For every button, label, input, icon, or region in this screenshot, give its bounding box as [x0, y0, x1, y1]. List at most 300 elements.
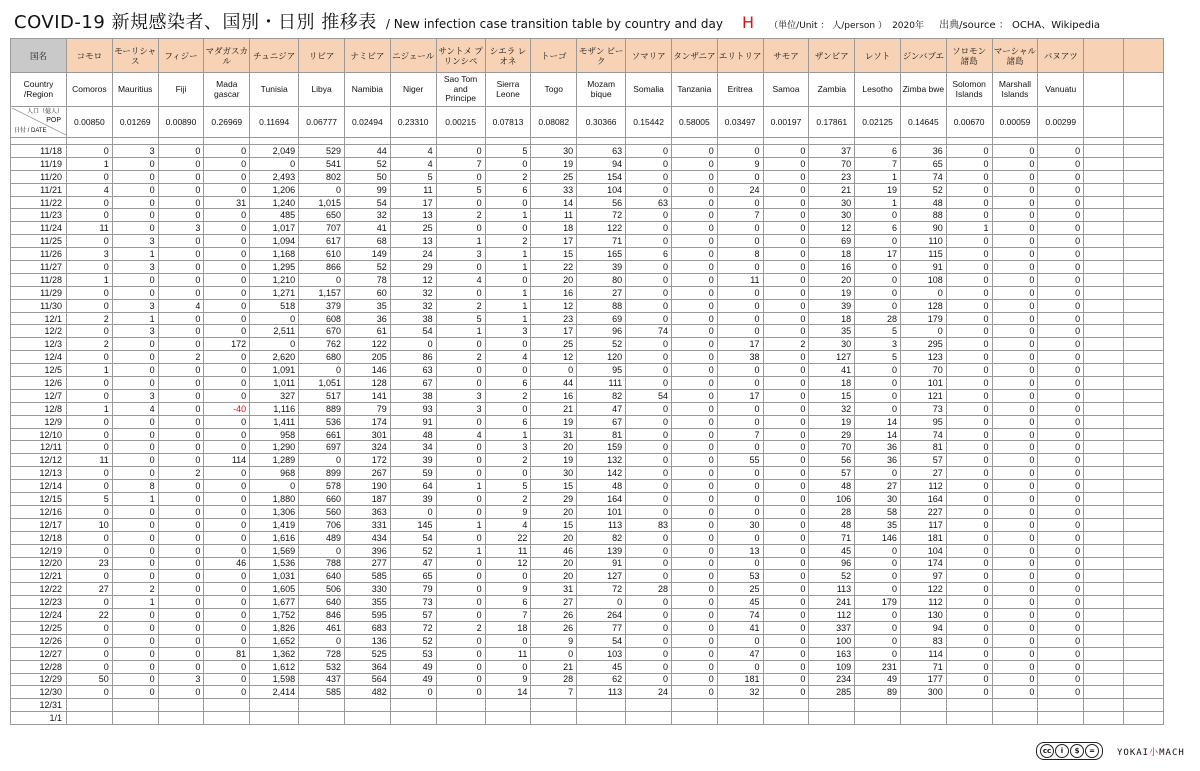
case-count-cell: 595 [344, 609, 390, 622]
blank-cell [1084, 686, 1124, 699]
case-count-cell: 0 [626, 235, 672, 248]
case-count-cell: 1 [436, 518, 485, 531]
case-count-cell: 3 [67, 248, 113, 261]
case-count-cell: 379 [299, 299, 345, 312]
table-row [11, 299, 1164, 312]
case-count-cell: 3 [112, 235, 158, 248]
case-count-cell: 1,210 [250, 273, 299, 286]
spacer-row [11, 138, 1164, 145]
case-count-cell: 0 [204, 157, 250, 170]
case-count-cell: 2,049 [250, 145, 299, 158]
table-row [11, 196, 1164, 209]
case-count-cell: 0 [992, 196, 1038, 209]
case-count-cell: 0 [1038, 493, 1084, 506]
population-value: 0.00215 [436, 107, 485, 138]
case-count-cell: 788 [299, 557, 345, 570]
case-count-cell: 0 [671, 544, 717, 557]
spacer-cell [299, 138, 345, 145]
case-count-cell: 0 [946, 518, 992, 531]
case-count-cell: 104 [900, 544, 946, 557]
case-count-cell: 0 [67, 235, 113, 248]
case-count-cell [250, 699, 299, 712]
case-count-cell: 101 [900, 377, 946, 390]
case-count-cell: 4 [436, 428, 485, 441]
case-count-cell: 27 [900, 467, 946, 480]
blank-cell [1084, 505, 1124, 518]
case-count-cell: 3 [436, 248, 485, 261]
case-count-cell: 0 [1038, 441, 1084, 454]
case-count-cell: 0 [717, 222, 763, 235]
table-row [11, 377, 1164, 390]
case-count-cell: 54 [390, 531, 436, 544]
country-name-jp: フィジー [158, 39, 204, 73]
case-count-cell: 104 [577, 183, 626, 196]
case-count-cell: 0 [946, 647, 992, 660]
case-count-cell: 0 [204, 596, 250, 609]
spacer-cell [855, 138, 901, 145]
case-count-cell: 0 [204, 183, 250, 196]
case-count-cell: 0 [763, 222, 809, 235]
case-count-cell: 802 [299, 170, 345, 183]
case-count-cell: 564 [344, 673, 390, 686]
case-count-cell: 1 [112, 312, 158, 325]
case-count-cell: 0 [626, 273, 672, 286]
case-count-cell: 12 [531, 299, 577, 312]
case-count-cell: 50 [67, 673, 113, 686]
case-count-cell: 56 [809, 454, 855, 467]
case-count-cell: 0 [1038, 235, 1084, 248]
case-count-cell: 0 [992, 518, 1038, 531]
case-count-cell: 88 [577, 299, 626, 312]
case-count-cell: 37 [809, 145, 855, 158]
case-count-cell: 661 [299, 428, 345, 441]
case-count-cell: 0 [992, 389, 1038, 402]
case-count-cell: 113 [577, 686, 626, 699]
country-name-en: Mauritius [112, 73, 158, 107]
case-count-cell: 0 [250, 480, 299, 493]
case-count-cell: 0 [390, 686, 436, 699]
case-count-cell: 0 [855, 402, 901, 415]
case-count-cell: 327 [250, 389, 299, 402]
case-count-cell: 0 [671, 660, 717, 673]
table-row [11, 364, 1164, 377]
case-count-cell: 0 [204, 261, 250, 274]
case-count-cell: 2 [436, 621, 485, 634]
case-count-cell: 0 [158, 145, 204, 158]
case-count-cell: 0 [67, 325, 113, 338]
case-count-cell: 97 [900, 570, 946, 583]
case-count-cell: 0 [626, 493, 672, 506]
case-count-cell: 0 [946, 570, 992, 583]
case-count-cell: 0 [158, 312, 204, 325]
case-count-cell: 1,598 [250, 673, 299, 686]
case-count-cell: 1 [485, 312, 531, 325]
date-cell: 12/15 [11, 493, 67, 506]
blank-cell [1124, 467, 1164, 480]
table-row [11, 273, 1164, 286]
case-count-cell: 585 [299, 686, 345, 699]
case-count-cell: 9 [717, 157, 763, 170]
case-count-cell: 24 [717, 183, 763, 196]
case-count-cell: 95 [577, 364, 626, 377]
case-count-cell: 0 [112, 377, 158, 390]
case-count-cell: 67 [390, 377, 436, 390]
cc-icon: cc [1040, 744, 1054, 758]
case-count-cell: 78 [344, 273, 390, 286]
case-count-cell: 96 [809, 557, 855, 570]
case-count-cell [992, 699, 1038, 712]
case-count-cell: 0 [671, 518, 717, 531]
case-count-cell: 0 [204, 415, 250, 428]
case-count-cell: 2,493 [250, 170, 299, 183]
case-count-cell: 0 [626, 145, 672, 158]
table-row [11, 712, 1164, 725]
case-count-cell: 0 [855, 634, 901, 647]
blank-cell [1084, 583, 1124, 596]
case-count-cell: 0 [763, 157, 809, 170]
case-count-cell: 0 [1038, 634, 1084, 647]
case-count-cell: 0 [946, 145, 992, 158]
case-count-cell: 0 [763, 673, 809, 686]
date-cell: 12/8 [11, 402, 67, 415]
case-count-cell: 17 [717, 389, 763, 402]
case-count-cell: 41 [344, 222, 390, 235]
case-count-cell: 54 [390, 325, 436, 338]
case-count-cell: 0 [436, 196, 485, 209]
case-count-cell: 35 [855, 518, 901, 531]
case-count-cell: 301 [344, 428, 390, 441]
case-count-cell: 0 [204, 660, 250, 673]
case-count-cell: 14 [485, 686, 531, 699]
case-count-cell: 53 [717, 570, 763, 583]
case-count-cell: 4 [390, 145, 436, 158]
case-count-cell: 0 [992, 621, 1038, 634]
case-count-cell: 0 [626, 222, 672, 235]
case-count-cell: 0 [204, 312, 250, 325]
case-count-cell: 0 [67, 621, 113, 634]
case-count-cell: 324 [344, 441, 390, 454]
case-count-cell: 0 [992, 480, 1038, 493]
blank-cell [1084, 467, 1124, 480]
case-count-cell: 13 [390, 209, 436, 222]
case-count-cell: 27 [531, 596, 577, 609]
case-count-cell: 0 [436, 222, 485, 235]
population-value: 0.15442 [626, 107, 672, 138]
table-row [11, 634, 1164, 647]
population-value: 0.26969 [204, 107, 250, 138]
blank-cell [1124, 351, 1164, 364]
case-count-cell: 541 [299, 157, 345, 170]
case-count-cell: 0 [299, 454, 345, 467]
case-count-cell: 0 [204, 531, 250, 544]
country-name-jp: タンザニア [671, 39, 717, 73]
case-count-cell: 0 [112, 428, 158, 441]
case-count-cell: 54 [626, 389, 672, 402]
case-count-cell: 264 [577, 609, 626, 622]
case-count-cell: 0 [763, 454, 809, 467]
blank-cell [1124, 557, 1164, 570]
case-count-cell: 0 [992, 660, 1038, 673]
case-count-cell: 6 [485, 415, 531, 428]
case-count-cell: 0 [1038, 415, 1084, 428]
case-count-cell: 21 [531, 402, 577, 415]
blank-cell [1124, 686, 1164, 699]
population-value: 0.07813 [485, 107, 531, 138]
case-count-cell: 0 [1038, 248, 1084, 261]
case-count-cell [946, 699, 992, 712]
case-count-cell: 0 [67, 170, 113, 183]
table-row [11, 351, 1164, 364]
case-count-cell: 0 [1038, 209, 1084, 222]
case-count-cell: 241 [809, 596, 855, 609]
blank-cell [1124, 712, 1164, 725]
case-count-cell: 0 [204, 170, 250, 183]
population-value: 0.06777 [299, 107, 345, 138]
case-count-cell: 0 [946, 441, 992, 454]
blank-cell [1124, 157, 1164, 170]
table-row [11, 531, 1164, 544]
population-value: 0.08082 [531, 107, 577, 138]
blank-cell [1084, 107, 1124, 138]
case-count-cell: 1 [485, 299, 531, 312]
case-count-cell: 120 [577, 351, 626, 364]
case-count-cell: 0 [1038, 170, 1084, 183]
case-count-cell: 91 [900, 261, 946, 274]
case-count-cell: 0 [67, 480, 113, 493]
case-count-cell: 0 [717, 480, 763, 493]
case-count-cell: 0 [1038, 273, 1084, 286]
case-count-cell: 63 [577, 145, 626, 158]
blank-cell [1124, 518, 1164, 531]
case-count-cell: 0 [992, 686, 1038, 699]
case-count-cell: 1,011 [250, 377, 299, 390]
date-cell: 12/27 [11, 647, 67, 660]
case-count-cell: 30 [809, 338, 855, 351]
case-count-cell: 0 [67, 286, 113, 299]
case-count-cell: 6 [626, 248, 672, 261]
country-name-en: Niger [390, 73, 436, 107]
country-name-en: Eritrea [717, 73, 763, 107]
case-count-cell [809, 699, 855, 712]
case-count-cell: 330 [344, 583, 390, 596]
country-name-jp: サントメ プリンシペ [436, 39, 485, 73]
case-count-cell: 0 [763, 299, 809, 312]
case-count-cell: 2 [485, 454, 531, 467]
case-count-cell: 106 [809, 493, 855, 506]
case-count-cell [809, 712, 855, 725]
case-count-cell: 0 [992, 209, 1038, 222]
case-count-cell: 517 [299, 389, 345, 402]
case-count-cell [671, 712, 717, 725]
country-name-jp: コモロ [67, 39, 113, 73]
case-count-cell: 0 [204, 609, 250, 622]
case-count-cell: 32 [390, 286, 436, 299]
country-name-en: Zambia [809, 73, 855, 107]
case-count-cell: 39 [390, 454, 436, 467]
pop-date-label [11, 107, 67, 138]
date-cell: 12/5 [11, 364, 67, 377]
case-count-cell: 103 [577, 647, 626, 660]
case-count-cell: 0 [485, 222, 531, 235]
case-count-cell: 19 [809, 286, 855, 299]
case-count-cell: 0 [626, 480, 672, 493]
country-name-en: Mada gascar [204, 73, 250, 107]
case-count-cell: 26 [531, 621, 577, 634]
case-count-cell: 83 [626, 518, 672, 531]
blank-cell [1084, 402, 1124, 415]
case-count-cell: 1,091 [250, 364, 299, 377]
case-count-cell: 0 [946, 286, 992, 299]
case-count-cell: 8 [717, 248, 763, 261]
case-count-cell: 0 [992, 183, 1038, 196]
case-count-cell: 234 [809, 673, 855, 686]
case-count-cell: 27 [67, 583, 113, 596]
case-count-cell: 16 [809, 261, 855, 274]
blank-cell [1124, 402, 1164, 415]
case-count-cell: 11 [485, 544, 531, 557]
case-count-cell: 36 [855, 441, 901, 454]
case-count-cell: 0 [855, 235, 901, 248]
case-count-cell: 396 [344, 544, 390, 557]
case-count-cell: 295 [900, 338, 946, 351]
blank-header-cell [1124, 39, 1164, 73]
date-cell: 11/21 [11, 183, 67, 196]
case-count-cell: 111 [577, 377, 626, 390]
case-count-cell: 15 [531, 518, 577, 531]
date-cell: 12/6 [11, 377, 67, 390]
country-name-en: Zimba bwe [900, 73, 946, 107]
case-count-cell: 11 [67, 222, 113, 235]
population-value: 0.14645 [900, 107, 946, 138]
case-count-cell: 0 [1038, 454, 1084, 467]
case-count-cell: 1 [485, 261, 531, 274]
case-count-cell: 0 [112, 686, 158, 699]
case-count-cell: 0 [158, 248, 204, 261]
spacer-cell [158, 138, 204, 145]
case-count-cell: 0 [204, 544, 250, 557]
case-count-cell: 36 [855, 454, 901, 467]
case-count-cell: 0 [671, 673, 717, 686]
case-count-cell: 20 [531, 505, 577, 518]
case-count-cell: 1,306 [250, 505, 299, 518]
case-count-cell: 1,612 [250, 660, 299, 673]
case-count-cell: 0 [67, 660, 113, 673]
case-count-cell: 3 [436, 402, 485, 415]
case-count-cell: 181 [900, 531, 946, 544]
case-count-cell: 0 [158, 531, 204, 544]
case-count-cell: 0 [946, 596, 992, 609]
case-count-cell: 9 [485, 673, 531, 686]
spacer-cell [531, 138, 577, 145]
blank-cell [1124, 493, 1164, 506]
case-count-cell: 2 [436, 351, 485, 364]
case-count-cell: 0 [855, 557, 901, 570]
case-count-cell: 0 [946, 248, 992, 261]
case-count-cell: 0 [992, 531, 1038, 544]
case-count-cell: 45 [717, 596, 763, 609]
case-count-cell: 25 [717, 583, 763, 596]
case-count-cell: 53 [390, 647, 436, 660]
blank-cell [1124, 673, 1164, 686]
case-count-cell: 0 [717, 505, 763, 518]
case-count-cell: 179 [900, 312, 946, 325]
case-count-cell: 670 [299, 325, 345, 338]
case-count-cell: 30 [717, 518, 763, 531]
blank-header-cell [1124, 73, 1164, 107]
case-count-cell: 0 [671, 389, 717, 402]
case-count-cell [671, 699, 717, 712]
case-count-cell: 0 [900, 325, 946, 338]
case-count-cell: 0 [485, 634, 531, 647]
case-count-cell: 28 [531, 673, 577, 686]
case-count-cell: 30 [531, 145, 577, 158]
case-count-cell: 12 [809, 222, 855, 235]
date-cell: 12/17 [11, 518, 67, 531]
case-count-cell: 0 [626, 377, 672, 390]
case-count-cell: 0 [717, 493, 763, 506]
date-cell: 12/25 [11, 621, 67, 634]
case-count-cell: 0 [204, 286, 250, 299]
case-count-cell [67, 699, 113, 712]
case-count-cell: 59 [390, 467, 436, 480]
case-count-cell: 17 [855, 248, 901, 261]
case-count-cell: 0 [250, 338, 299, 351]
case-count-cell: 172 [204, 338, 250, 351]
case-count-cell: 0 [626, 428, 672, 441]
case-count-cell: 0 [946, 312, 992, 325]
pop-label-top: 人口（億人） [26, 109, 63, 115]
case-count-cell: 0 [946, 389, 992, 402]
case-count-cell: 0 [626, 570, 672, 583]
case-count-cell: 0 [946, 338, 992, 351]
table-row [11, 493, 1164, 506]
case-count-cell: 0 [946, 325, 992, 338]
case-count-cell: 0 [436, 415, 485, 428]
case-count-cell: 0 [67, 441, 113, 454]
case-count-cell: 69 [809, 235, 855, 248]
case-count-cell: 128 [344, 377, 390, 390]
blank-cell [1124, 183, 1164, 196]
table-row [11, 170, 1164, 183]
date-cell: 12/22 [11, 583, 67, 596]
date-cell: 12/24 [11, 609, 67, 622]
case-count-cell: 0 [763, 570, 809, 583]
case-count-cell: 136 [344, 634, 390, 647]
spacer-cell [626, 138, 672, 145]
case-count-cell: 0 [436, 261, 485, 274]
case-count-cell: 1 [485, 209, 531, 222]
case-count-cell: 20 [531, 531, 577, 544]
cc-license-badge [1036, 742, 1103, 760]
case-count-cell: 0 [992, 596, 1038, 609]
case-count-cell: 0 [1038, 557, 1084, 570]
case-count-cell: 0 [158, 647, 204, 660]
case-count-cell [299, 712, 345, 725]
case-count-cell: 0 [626, 286, 672, 299]
case-count-cell: 56 [577, 196, 626, 209]
case-count-cell: 0 [436, 660, 485, 673]
spacer-cell [204, 138, 250, 145]
case-count-cell: 5 [855, 325, 901, 338]
blank-cell [1084, 170, 1124, 183]
case-count-cell [855, 699, 901, 712]
case-count-cell: 17 [531, 325, 577, 338]
case-count-cell: 1 [112, 493, 158, 506]
case-count-cell: 0 [1038, 467, 1084, 480]
population-value: 0.00059 [992, 107, 1038, 138]
case-count-cell: 0 [717, 634, 763, 647]
country-name-jp: モーリシャス [112, 39, 158, 73]
